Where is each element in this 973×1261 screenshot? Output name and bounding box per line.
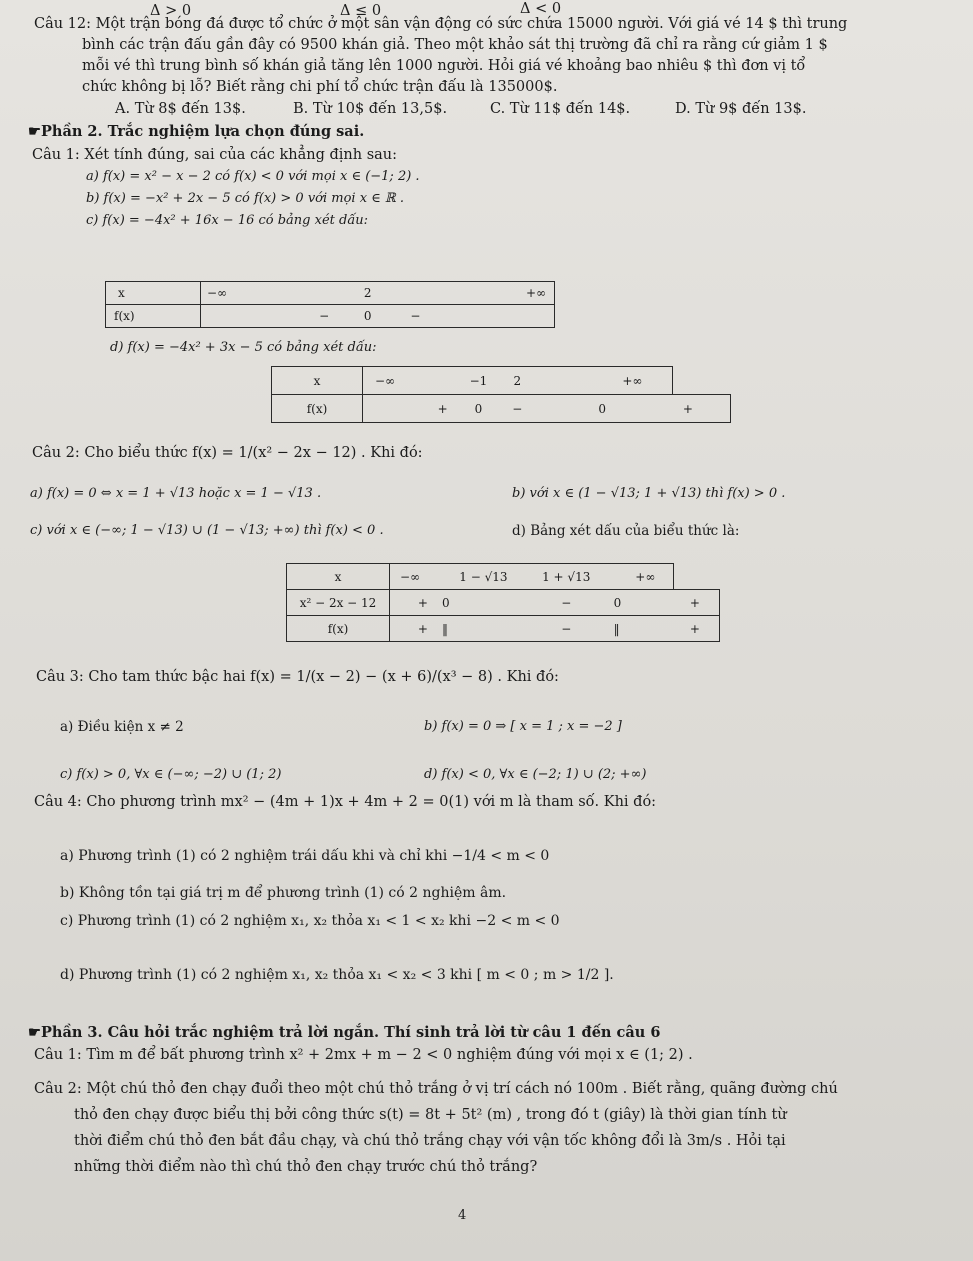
cell: −: [503, 395, 531, 423]
cell: +: [363, 395, 454, 423]
q12-option-b: B. Từ 10$ đến 13,5$.: [293, 101, 448, 117]
p3q2-line-3: thời điểm chú thỏ đen bắt đầu chạy, và chú thỏ trắng chạy với vận tốc không đổi là 3m/s . Hỏi tại: [74, 1133, 786, 1149]
p2q2-c: c) với x ∈ (−∞; 1 − √13) ∪ (1 − √13; +∞) thì f(x) < 0 .: [30, 523, 384, 538]
p2q3-title: Câu 3: Cho tam thức bậc hai f(x) = 1/(x − 2) − (x + 6)/(x³ − 8) . Khi đó:: [36, 669, 559, 685]
cell: −: [525, 590, 608, 616]
cell: −∞: [390, 564, 442, 590]
sign-table-q2: [286, 563, 720, 642]
cell: ‖: [442, 616, 525, 642]
cell: −: [525, 616, 608, 642]
p2q4-d: d) Phương trình (1) có 2 nghiệm x₁, x₂ thỏa x₁ < x₂ < 3 khi [ m < 0 ; m > 1/2 ].: [60, 967, 614, 983]
p2q3-d: d) f(x) < 0, ∀x ∈ (−2; 1) ∪ (2; +∞): [424, 767, 647, 782]
cell: −∞: [201, 282, 350, 305]
sign-table-c: [105, 281, 555, 328]
cell: x: [272, 367, 363, 395]
cell: −1: [454, 367, 504, 395]
cell: +: [673, 395, 731, 423]
p2q1-a: a) f(x) = x² − x − 2 có f(x) < 0 với mọi x ∈ (−1; 2) .: [86, 169, 420, 184]
p2q2-title: Câu 2: Cho biểu thức f(x) = 1/(x² − 2x − 12) . Khi đó:: [32, 445, 423, 461]
cell: x: [287, 564, 390, 590]
p2q1-title: Câu 1: Xét tính đúng, sai của các khẳng định sau:: [32, 147, 398, 163]
cell: 0: [454, 395, 504, 423]
cell: +: [390, 590, 442, 616]
p2q2-a: a) f(x) = 0 ⇔ x = 1 + √13 hoặc x = 1 − √13 .: [30, 486, 322, 501]
q12-option-d: D. Từ 9$ đến 13$.: [675, 101, 807, 117]
p2q1-d: d) f(x) = −4x² + 3x − 5 có bảng xét dấu:: [110, 340, 377, 355]
p2q1-c: c) f(x) = −4x² + 16x − 16 có bảng xét dấu:: [86, 213, 369, 228]
q12-line-4: chức không bị lỗ? Biết rằng chi phí tổ chức trận đấu là 135000$.: [82, 79, 558, 95]
cell: x² − 2x − 12: [287, 590, 390, 616]
cell: +: [390, 616, 442, 642]
cell: +∞: [386, 282, 554, 305]
p3q2-line-4: những thời điểm nào thì chú thỏ đen chạy trước chú thỏ trắng?: [74, 1159, 538, 1175]
q12-line-1: Câu 12: Một trận bóng đá được tổ chức ở một sân vận động có sức chứa 15000 người. Với giá vé 14 $ thì trung: [34, 16, 848, 32]
q12-line-3: mỗi vé thì trung bình số khán giả tăng lên 1000 người. Hỏi giá vé khoảng bao nhiêu $ thì đơn vị tổ: [82, 58, 806, 74]
cell: f(x): [272, 395, 363, 423]
cell: 2: [349, 282, 386, 305]
part3-title: ☛Phần 3. Câu hỏi trắc nghiệm trả lời ngắn. Thí sinh trả lời từ câu 1 đến câu 6: [28, 1024, 661, 1041]
p3q2-line-2: thỏ đen chạy được biểu thị bởi công thức s(t) = 8t + 5t² (m) , trong đó t (giây) là thời gian tính từ: [74, 1107, 787, 1123]
cell: −∞: [363, 367, 454, 395]
cell: 1 − √13: [442, 564, 525, 590]
page-number: 4: [458, 1208, 467, 1223]
cell: 1 + √13: [525, 564, 608, 590]
cell: 2: [503, 367, 531, 395]
cell: +: [674, 590, 720, 616]
fragment-1: Δ > 0: [150, 3, 192, 19]
q12-option-c: C. Từ 11$ đến 14$.: [490, 101, 631, 117]
p2q3-c: c) f(x) > 0, ∀x ∈ (−∞; −2) ∪ (1; 2): [60, 767, 282, 782]
p3q2-line-1: Câu 2: Một chú thỏ đen chạy đuổi theo một chú thỏ trắng ở vị trí cách nó 100m . Biết rằng, quãng đường chú: [34, 1081, 838, 1097]
cell: 0: [608, 590, 674, 616]
p2q1-b: b) f(x) = −x² + 2x − 5 có f(x) > 0 với mọi x ∈ ℝ .: [86, 191, 405, 206]
cell: +∞: [531, 367, 673, 395]
cell: 0: [442, 590, 525, 616]
cell: f(x): [287, 616, 390, 642]
p2q3-a: a) Điều kiện x ≠ 2: [60, 719, 184, 735]
q12-line-2: bình các trận đấu gần đây có 9500 khán giả. Theo một khảo sát thị trường đã chỉ ra rằng cứ giảm 1 $: [82, 37, 828, 53]
p2q2-b: b) với x ∈ (1 − √13; 1 + √13) thì f(x) > 0 .: [512, 486, 786, 501]
cell: x: [106, 282, 201, 305]
cell: 0: [349, 305, 386, 328]
cell: 0: [531, 395, 673, 423]
cell: −: [386, 305, 554, 328]
p2q3-b: b) f(x) = 0 ⇒ [ x = 1 ; x = −2 ]: [424, 719, 622, 734]
p2q2-d: d) Bảng xét dấu của biểu thức là:: [512, 523, 740, 539]
cell: f(x): [106, 305, 201, 328]
part2-title: ☛Phần 2. Trắc nghiệm lựa chọn đúng sai.: [28, 123, 365, 140]
sign-table-d: [271, 366, 731, 423]
p3q1: Câu 1: Tìm m để bất phương trình x² + 2mx + m − 2 < 0 nghiệm đúng với mọi x ∈ (1; 2) .: [34, 1047, 693, 1063]
cell: +: [674, 616, 720, 642]
cell: +∞: [608, 564, 674, 590]
p2q4-a: a) Phương trình (1) có 2 nghiệm trái dấu khi và chỉ khi −1/4 < m < 0: [60, 848, 550, 864]
p2q4-c: c) Phương trình (1) có 2 nghiệm x₁, x₂ thỏa x₁ < 1 < x₂ khi −2 < m < 0: [60, 913, 560, 929]
p2q4-b: b) Không tồn tại giá trị m để phương trình (1) có 2 nghiệm âm.: [60, 885, 507, 901]
p2q4-title: Câu 4: Cho phương trình mx² − (4m + 1)x + 4m + 2 = 0(1) với m là tham số. Khi đó:: [34, 794, 657, 810]
fragment-3: Δ < 0: [520, 1, 562, 17]
cell: ‖: [608, 616, 674, 642]
q12-option-a: A. Từ 8$ đến 13$.: [115, 101, 246, 117]
cell: −: [201, 305, 350, 328]
fragment-2: Δ ≤ 0: [340, 3, 382, 19]
